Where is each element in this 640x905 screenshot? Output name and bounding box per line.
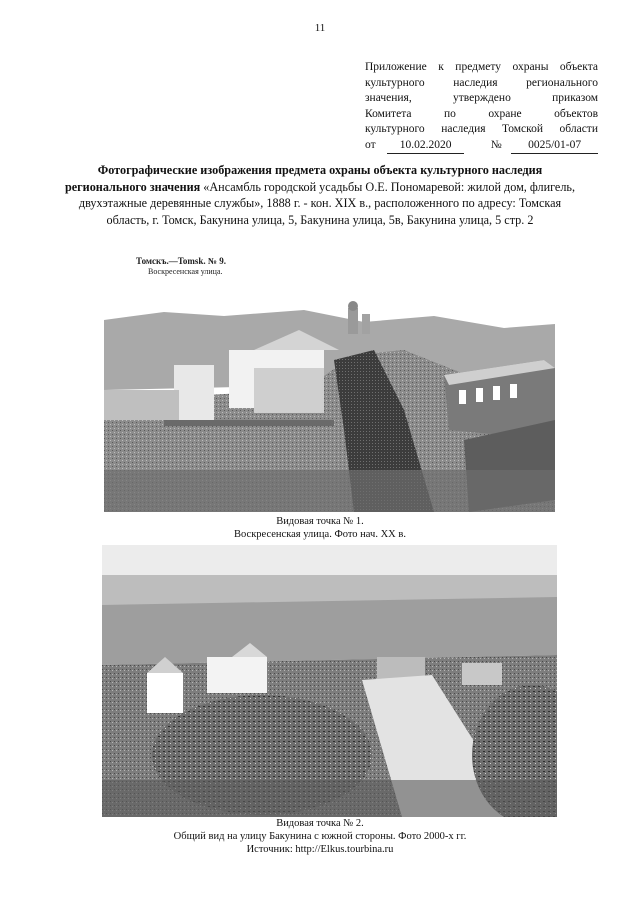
number-label: № [490, 138, 502, 151]
appendix-note [365, 60, 598, 154]
photo1-caption-line-2: Воскресенская улица. Фото нач. XX в. [234, 529, 406, 540]
from-label: от [365, 138, 376, 151]
appendix-line-2: культурного наследия регионального [365, 76, 598, 89]
order-number: 0025/01-07 [511, 138, 598, 155]
appendix-line-1: Приложение к предмету охраны объекта [365, 61, 598, 73]
photo1-caption [0, 515, 640, 541]
heading-bold: Фотографические изображения предмета охраны объекта культурного наследия регионального значения [64, 163, 543, 194]
order-reference [365, 138, 598, 155]
modern-street-photo [102, 545, 557, 817]
document-heading [60, 162, 580, 228]
heading-regular: «Ансамбль городской усадьбы О.Е. Пономаревой: жилой дом, флигель, двухэтажные деревянные службы», 1888 г. - кон. XIX в., расположенного по адресу: Томская область, г. Томск, Бакунина улица, 5, Бакунина улица, 5в, Бакунина улица, 5 стр. 2 [78, 179, 576, 227]
appendix-line-4: Комитета по охране объектов [365, 107, 598, 120]
appendix-line-3: значения, утверждено приказом [365, 92, 598, 104]
photo-inscription-line-2: Воскресенская улица. [148, 267, 223, 276]
photo1-caption-line-1: Видовая точка № 1. [276, 516, 364, 527]
appendix-line-5: культурного наследия Томской области [365, 123, 598, 135]
photo-inscription-line-1: Томскъ.—Tomsk. № 9. [136, 256, 226, 266]
order-date: 10.02.2020 [387, 138, 464, 155]
historic-street-photo [104, 250, 555, 512]
photo2-caption-line-1: Видовая точка № 2. [276, 818, 364, 829]
photo2-caption-line-2: Общий вид на улицу Бакунина с южной стороны. Фото 2000-х гг. [173, 831, 467, 842]
photo2-source: Источник: http://Elkus.tourbina.ru [246, 844, 394, 855]
photo2-caption [0, 817, 640, 856]
page-number: 11 [314, 22, 326, 34]
